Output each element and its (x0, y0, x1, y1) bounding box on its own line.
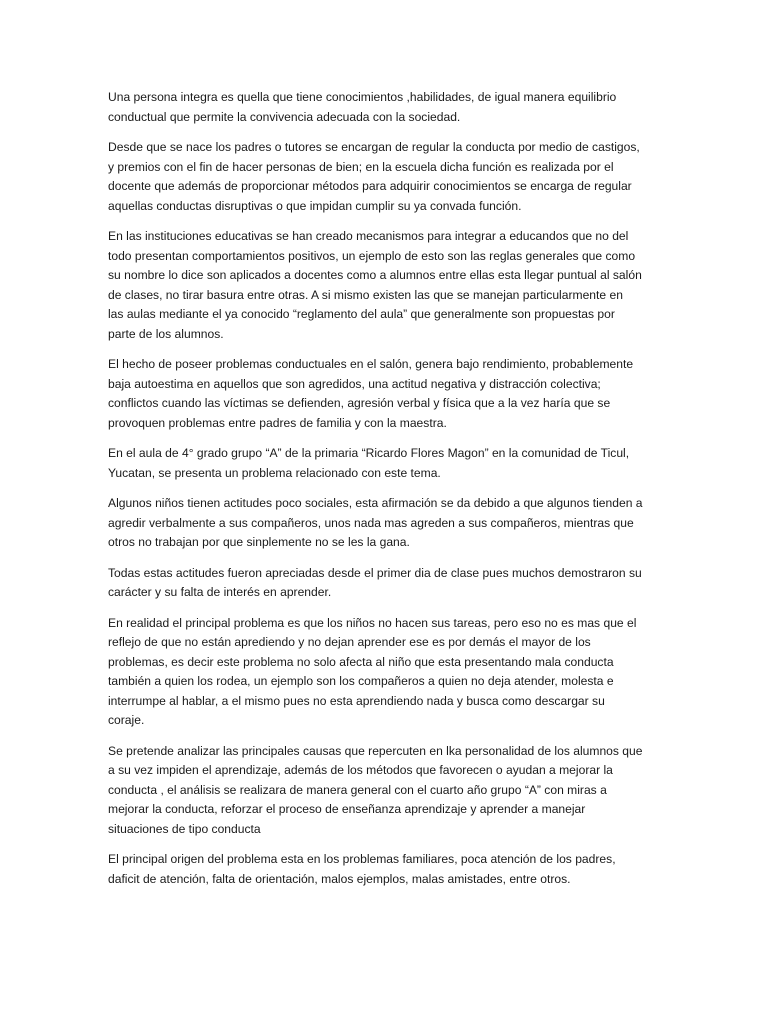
paragraph-7: Todas estas actitudes fueron apreciadas desde el primer dia de clase pues muchos demostraron su carácter y su falta de interés en aprender. (108, 565, 642, 599)
paragraph-10: El principal origen del problema esta en los problemas familiares, poca atención de los padres, daficit de atención, falta de orientación, malos ejemplos, malas amistades, entre otros. (108, 852, 616, 886)
paragraph-9: Se pretende analizar las principales causas que repercuten en lka personalidad de los alumnos que a su vez impiden el aprendizaje, además de los métodos que favorecen o ayudan a mejorar la conducta , el análisis se realizara de manera general con el cuarto año grupo “A” con miras a mejorar la conducta, reforzar el proceso de enseñanza aprendizaje y aprender a manejar situaciones de tipo conducta (108, 743, 643, 836)
paragraph-3: En las instituciones educativas se han creado mecanismos para integrar a educandos que no del todo presentan comportamientos positivos, un ejemplo de esto son las reglas generales que como su nombre lo dice son aplicados a docentes como a alumnos entre ellas esta llegar puntual al salón de clases, no tirar basura entre otras. A si mismo existen las que se manejan particularmente en las aulas mediante el ya conocido “reglamento del aula” que generalmente son propuestas por parte de los alumnos. (108, 229, 642, 341)
document-body (108, 88, 668, 900)
paragraph-5: En el aula de 4° grado grupo “A” de la primaria “Ricardo Flores Magon” en la comunidad de Ticul, Yucatan, se presenta un problema relacionado con este tema. (108, 446, 630, 480)
paragraph-4: El hecho de poseer problemas conductuales en el salón, genera bajo rendimiento, probablemente baja autoestima en aquellos que son agredidos, una actitud negativa y distracción colectiva; conflictos cuando las víctimas se defienden, agresión verbal y física que a la vez haría que se provoquen problemas entre padres de familia y con la maestra. (108, 357, 634, 430)
paragraph-8: En realidad el principal problema es que los niños no hacen sus tareas, pero eso no es mas que el reflejo de que no están aprediendo y no dejan aprender ese es por demás el mayor de los problemas, es decir este problema no solo afecta al niño que esta presentando mala conducta también a quien los rodea, un ejemplo son los compañeros a quien no deja atender, molesta e interrumpe al hablar, a el mismo pues no esta aprendiendo nada y busca como descargar su coraje. (108, 615, 637, 727)
paragraph-2: Desde que se nace los padres o tutores se encargan de regular la conducta por medio de castigos, y premios con el fin de hacer personas de bien; en la escuela dicha función es realizada por el docente que además de proporcionar métodos para adquirir conocimientos se encarga de regular aquellas conductas disruptivas o que impidan cumplir su ya convada función. (108, 140, 640, 213)
paragraph-1: Una persona integra es quella que tiene conocimientos ,habilidades, de igual manera equilibrio conductual que permite la convivencia adecuada con la sociedad. (108, 90, 617, 124)
paragraph-6: Algunos niños tienen actitudes poco sociales, esta afirmación se da debido a que algunos tienden a agredir verbalmente a sus compañeros, unos nada mas agreden a sus compañeros, mientras que otros no trabajan por que sinplemente no se les la gana. (108, 496, 643, 549)
